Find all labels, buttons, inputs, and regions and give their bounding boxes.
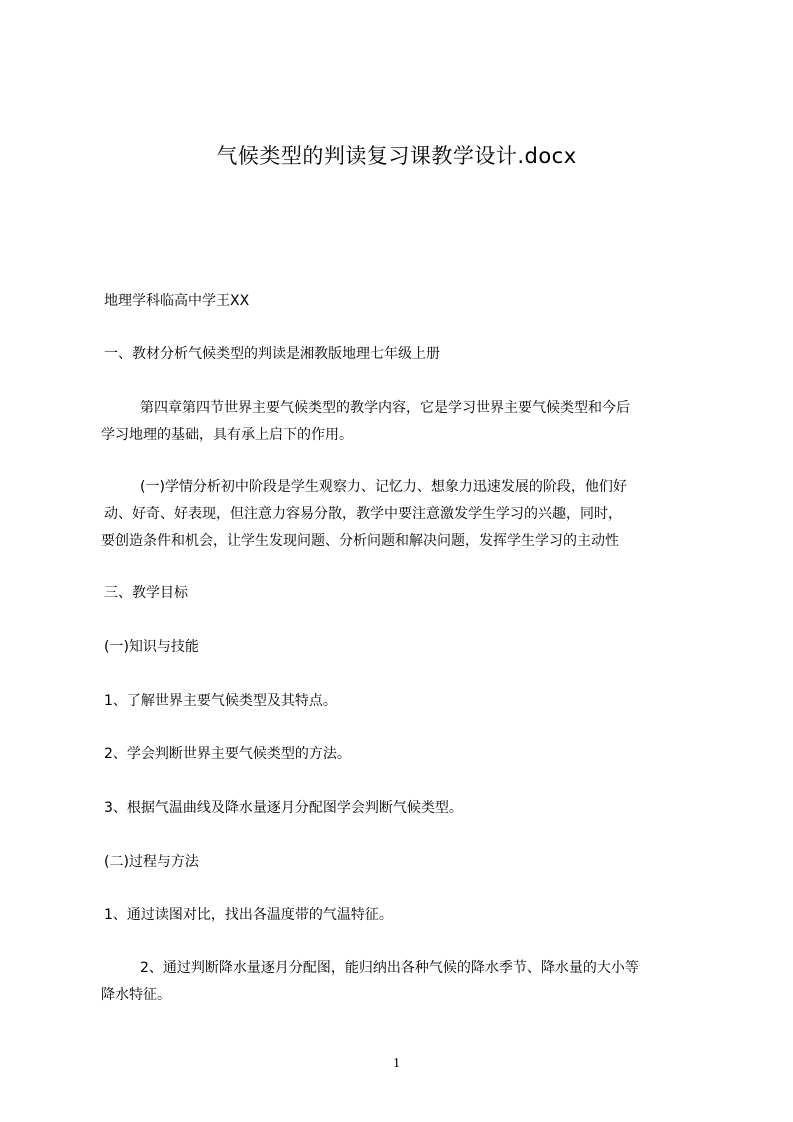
paragraph-2-line-3: 要创造条件和机会，让学生发现问题、分析问题和解决问题，发挥学生学习的主动性 (101, 533, 619, 549)
list-item: 3、根据气温曲线及降水量逐月分配图学会判断气候类型。 (104, 800, 463, 816)
paragraph-1-line-2: 学习地理的基础，具有承上启下的作用。 (101, 427, 353, 443)
paragraph-2 (101, 474, 716, 555)
paragraph-1 (101, 395, 716, 449)
list-item-multiline (101, 955, 716, 1009)
list-item-line-2: 降水特征。 (101, 987, 171, 1003)
author-line: 地理学科临高中学王XX (104, 293, 250, 309)
paragraph-2-line-1: (一)学情分析初中阶段是学生观察力、记忆力、想象力迅速发展的阶段，他们好 (140, 479, 627, 495)
section-heading-3: 三、教学目标 (104, 585, 188, 601)
section-heading-1: 一、教材分析气候类型的判读是湘教版地理七年级上册 (104, 346, 440, 362)
document-title: 气候类型的判读复习课教学设计.docx (216, 144, 577, 168)
paragraph-2-line-2: 动、好奇、好表现，但注意力容易分散，教学中要注意激发学生学习的兴趣，同时， (104, 506, 622, 522)
list-item: 2、学会判断世界主要气候类型的方法。 (104, 746, 351, 762)
list-item: 1、通过读图对比，找出各温度带的气温特征。 (104, 907, 393, 923)
subsection-heading-2: (二)过程与方法 (104, 854, 199, 870)
list-item-line-1: 2、通过判断降水量逐月分配图，能归纳出各种气候的降水季节、降水量的大小等 (140, 960, 639, 976)
subsection-heading-1: (一)知识与技能 (104, 639, 199, 655)
list-item: 1、了解世界主要气候类型及其特点。 (104, 693, 337, 709)
paragraph-1-line-1: 第四章第四节世界主要气候类型的教学内容，它是学习世界主要气候类型和今后 (140, 400, 630, 416)
page-number: 1 (393, 1056, 400, 1071)
